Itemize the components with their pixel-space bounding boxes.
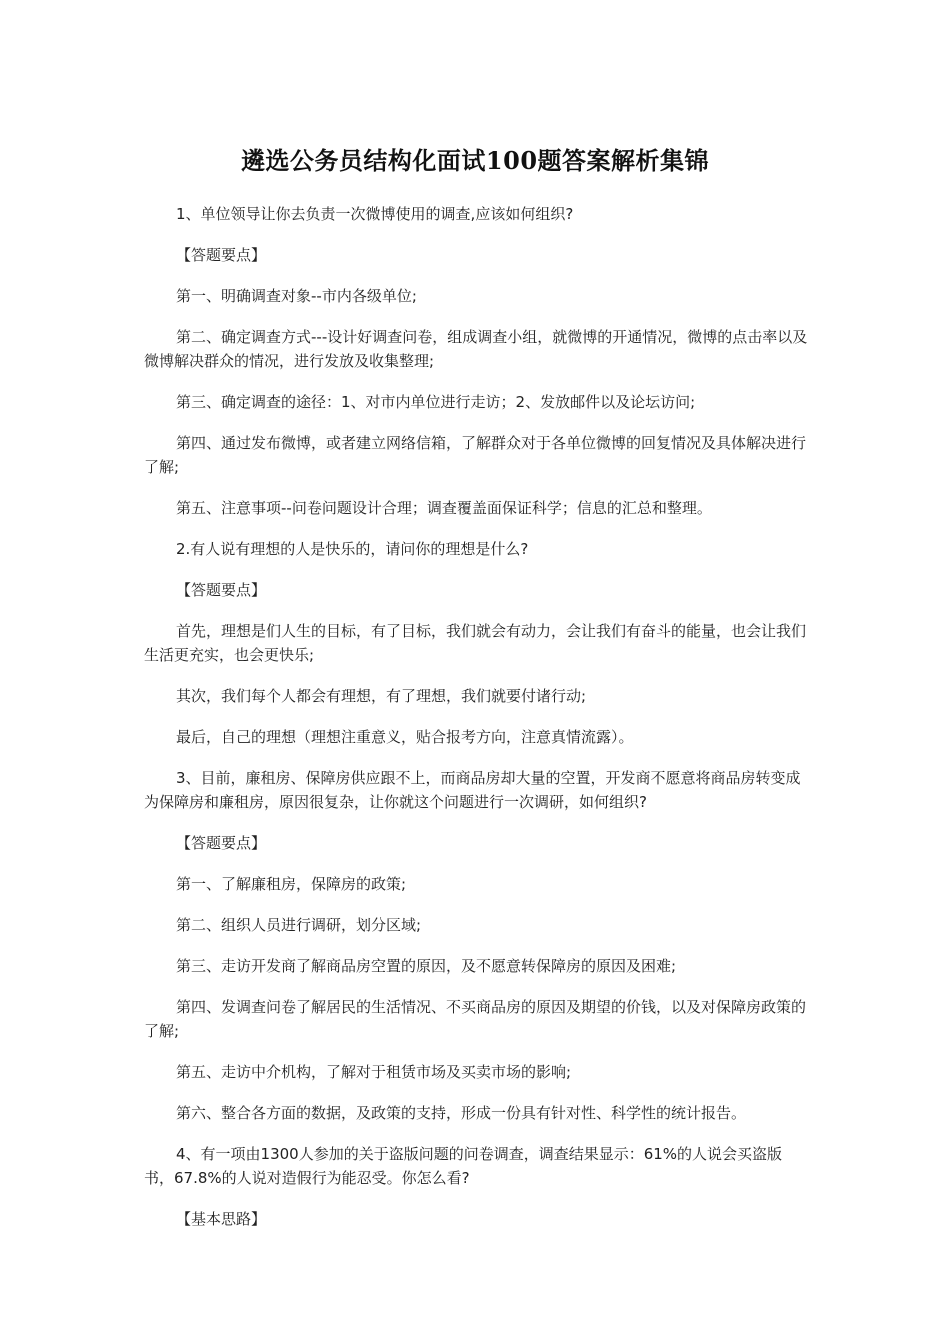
- answer-point: 首先，理想是们人生的目标，有了目标，我们就会有动力，会让我们有奋斗的能量，也会让我们生活更充实，也会更快乐;: [144, 622, 807, 664]
- answer-points-heading: 【答题要点】: [176, 834, 267, 852]
- answer-point: 第五、注意事项--问卷问题设计合理；调查覆盖面保证科学；信息的汇总和整理。: [176, 499, 712, 517]
- answer-point: 第二、组织人员进行调研，划分区域;: [176, 916, 422, 934]
- answer-point: 第一、明确调查对象--市内各级单位;: [176, 287, 417, 305]
- answer-point: 最后，自己的理想（理想注重意义，贴合报考方向，注意真情流露）。: [176, 728, 634, 746]
- answer-point: 第四、发调查问卷了解居民的生活情况、不买商品房的原因及期望的价钱，以及对保障房政策的了解;: [144, 998, 807, 1040]
- question-1: 1、单位领导让你去负责一次微博使用的调查,应该如何组织?: [176, 205, 574, 223]
- answer-points-heading: 【答题要点】: [176, 246, 267, 264]
- answer-points-heading: 【答题要点】: [176, 581, 267, 599]
- answer-point: 其次，我们每个人都会有理想，有了理想，我们就要付诸行动;: [176, 687, 587, 705]
- answer-point: 第四、通过发布微博，或者建立网络信箱，了解群众对于各单位微博的回复情况及具体解决进行了解;: [144, 434, 807, 476]
- document-title: 遴选公务员结构化面试100题答案解析集锦: [240, 146, 710, 175]
- answer-point: 第三、确定调查的途径：1、对市内单位进行走访；2、发放邮件以及论坛访问;: [176, 393, 696, 411]
- document-body: [144, 202, 808, 1248]
- answer-point: 第三、走访开发商了解商品房空置的原因，及不愿意转保障房的原因及困难;: [176, 957, 677, 975]
- question-2: 2.有人说有理想的人是快乐的，请问你的理想是什么?: [176, 540, 529, 558]
- question-3: 3、目前，廉租房、保障房供应跟不上，而商品房却大量的空置，开发商不愿意将商品房转变成为保障房和廉租房，原因很复杂，让你就这个问题进行一次调研，如何组织?: [144, 769, 801, 811]
- basic-approach-heading: 【基本思路】: [176, 1210, 267, 1228]
- answer-point: 第二、确定调查方式---设计好调查问卷，组成调查小组，就微博的开通情况，微博的点击率以及微博解决群众的情况，进行发放及收集整理;: [144, 328, 808, 370]
- answer-point: 第一、了解廉租房，保障房的政策;: [176, 875, 407, 893]
- answer-point: 第五、走访中介机构，了解对于租赁市场及买卖市场的影响;: [176, 1063, 572, 1081]
- answer-point: 第六、整合各方面的数据，及政策的支持，形成一份具有针对性、科学性的统计报告。: [176, 1104, 747, 1122]
- question-4: 4、有一项由1300人参加的关于盗版问题的问卷调查，调查结果显示：61%的人说会买盗版书，67.8%的人说对造假行为能忍受。你怎么看?: [144, 1145, 783, 1187]
